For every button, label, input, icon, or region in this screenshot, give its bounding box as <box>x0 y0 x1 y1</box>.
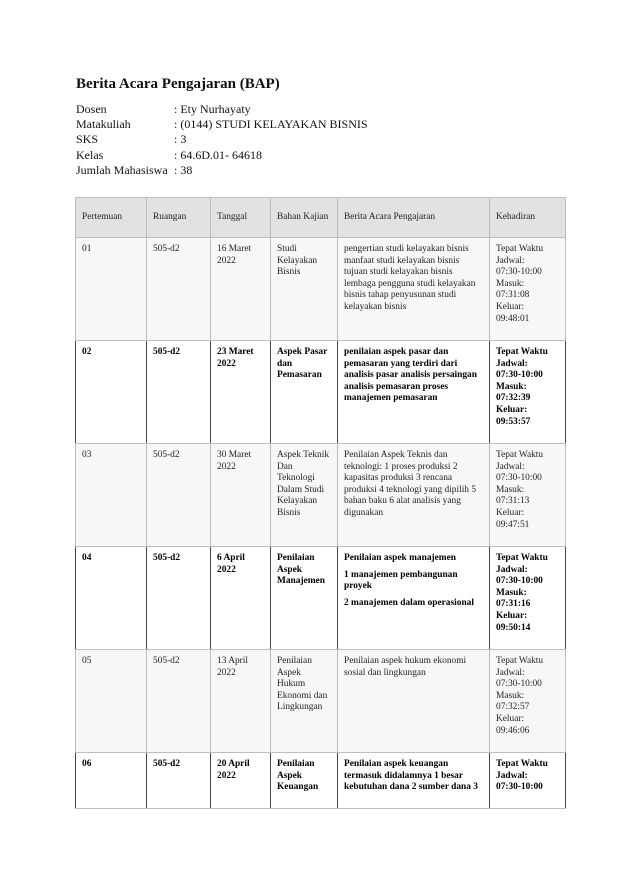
kehadiran-line: 09:48:01 <box>496 313 530 324</box>
kehadiran-line: Keluar: <box>496 301 525 312</box>
meta-value: : (0144) STUDI KELAYAKAN BISNIS <box>174 117 368 132</box>
cell-berita-acara <box>338 238 490 341</box>
cell-kehadiran <box>490 650 566 753</box>
kehadiran-line: Tepat Waktu <box>496 244 544 254</box>
cell-ruangan: 505-d2 <box>147 444 211 547</box>
cell-pertemuan: 03 <box>76 444 147 547</box>
kehadiran-line: Tepat Waktu <box>496 347 548 357</box>
cell-kehadiran <box>490 753 566 809</box>
cell-ruangan: 505-d2 <box>147 753 211 809</box>
kehadiran-line: 07:30-10:00 <box>496 267 542 278</box>
cell-pertemuan: 06 <box>76 753 147 809</box>
kehadiran-line: Jadwal: <box>496 358 528 369</box>
kehadiran-line: 07:30-10:00 <box>496 679 542 690</box>
kehadiran-line: 07:30-10:00 <box>496 782 543 793</box>
header-berita-acara: Berita Acara Pengajaran <box>338 198 490 238</box>
berita-paragraph: pengertian studi kelayakan bisnis manfaat studi kelayakan bisnis tujuan studi kelayakan bisnis lembaga pengguna studi kelayakan bisnis tahap penyusunan studi kelayakan bisnis <box>344 244 476 312</box>
bap-table <box>75 197 566 809</box>
kehadiran-line: 07:30-10:00 <box>496 370 543 381</box>
kehadiran-line: 09:47:51 <box>496 519 530 530</box>
cell-ruangan: 505-d2 <box>147 341 211 444</box>
meta-row-sks <box>76 132 368 147</box>
header-bahan-kajian: Bahan Kajian <box>271 198 338 238</box>
kehadiran-line: Jadwal: <box>496 667 525 678</box>
berita-paragraph: Penilaian aspek keuangan termasuk didalamnya 1 besar kebutuhan dana 2 sumber dana 3 <box>344 759 478 793</box>
kehadiran-line: 09:46:06 <box>496 725 530 736</box>
kehadiran-line: 09:50:14 <box>496 622 531 633</box>
meta-row-matakuliah <box>76 117 368 132</box>
kehadiran-line: Masuk: <box>496 690 525 701</box>
kehadiran-line: 09:53:57 <box>496 416 531 427</box>
cell-kehadiran <box>490 444 566 547</box>
header-kehadiran: Kehadiran <box>490 198 566 238</box>
kehadiran-line: Keluar: <box>496 507 525 518</box>
cell-bahan-kajian: Studi Kelayakan Bisnis <box>271 238 338 341</box>
cell-berita-acara <box>338 341 490 444</box>
cell-pertemuan: 05 <box>76 650 147 753</box>
cell-tanggal: 13 April 2022 <box>211 650 271 753</box>
cell-kehadiran <box>490 547 566 650</box>
cell-bahan-kajian: Penilaian Aspek Keuangan <box>271 753 338 809</box>
berita-paragraph: 2 manajemen dalam operasional <box>344 597 474 608</box>
kehadiran-line: Tepat Waktu <box>496 553 548 563</box>
kehadiran-line: Keluar: <box>496 610 528 621</box>
kehadiran-line: Jadwal: <box>496 770 528 781</box>
cell-bahan-kajian: Aspek Pasar dan Pemasaran <box>271 341 338 444</box>
cell-pertemuan: 04 <box>76 547 147 650</box>
kehadiran-line: Keluar: <box>496 713 525 724</box>
cell-tanggal: 23 Maret 2022 <box>211 341 271 444</box>
table-body <box>76 238 566 809</box>
kehadiran-line: 07:31:13 <box>496 496 530 507</box>
kehadiran-line: Jadwal: <box>496 564 528 575</box>
berita-paragraph: 1 manajemen pembangunan proyek <box>344 569 458 592</box>
kehadiran-line: Jadwal: <box>496 461 525 472</box>
cell-tanggal: 20 April 2022 <box>211 753 271 809</box>
kehadiran-line: Jadwal: <box>496 255 525 266</box>
table-row <box>76 650 566 753</box>
cell-tanggal: 30 Maret 2022 <box>211 444 271 547</box>
cell-ruangan: 505-d2 <box>147 650 211 753</box>
kehadiran-line: 07:32:39 <box>496 393 531 404</box>
kehadiran-line: Tepat Waktu <box>496 759 548 769</box>
header-pertemuan: Pertemuan <box>76 198 147 238</box>
berita-paragraph: Penilaian aspek manajemen <box>344 553 456 563</box>
cell-berita-acara <box>338 753 490 809</box>
cell-bahan-kajian: Aspek Teknik Dan Teknologi Dalam Studi Kelayakan Bisnis <box>271 444 338 547</box>
header-tanggal: Tanggal <box>211 198 271 238</box>
meta-label: Matakuliah <box>76 117 131 132</box>
berita-paragraph: penilaian aspek pasar dan pemasaran yang terdiri dari analisis pasar analisis persaingan analisis pemasaran proses manajemen pemasaran <box>344 347 477 404</box>
berita-paragraph: Penilaian Aspek Teknis dan teknologi: 1 proses produksi 2 kapasitas produksi 3 rencana produksi 4 teknologi yang dipilih 5 bahan baku 6 alat analisis yang digunakan <box>344 450 477 518</box>
meta-label: Kelas <box>76 147 104 162</box>
table-row <box>76 547 566 650</box>
kehadiran-line: Masuk: <box>496 381 527 392</box>
cell-kehadiran <box>490 238 566 341</box>
cell-pertemuan: 02 <box>76 341 147 444</box>
berita-paragraph: Penilaian aspek hukum ekonomi sosial dan lingkungan <box>344 656 467 678</box>
document-title: Berita Acara Pengajaran (BAP) <box>76 76 280 92</box>
header-ruangan: Ruangan <box>147 198 211 238</box>
meta-value: : 3 <box>174 132 187 147</box>
cell-pertemuan: 01 <box>76 238 147 341</box>
kehadiran-line: 07:30-10:00 <box>496 576 543 587</box>
kehadiran-line: Masuk: <box>496 484 525 495</box>
table-header-row <box>76 198 566 238</box>
cell-bahan-kajian: Penilaian Aspek Hukum Ekonomi dan Lingkungan <box>271 650 338 753</box>
cell-tanggal: 6 April 2022 <box>211 547 271 650</box>
course-meta <box>76 102 368 178</box>
cell-ruangan: 505-d2 <box>147 238 211 341</box>
cell-berita-acara <box>338 547 490 650</box>
meta-value: : Ety Nurhayaty <box>174 102 251 116</box>
kehadiran-line: 07:31:16 <box>496 599 531 610</box>
cell-bahan-kajian: Penilaian Aspek Manajemen <box>271 547 338 650</box>
cell-tanggal: 16 Maret 2022 <box>211 238 271 341</box>
table-row <box>76 238 566 341</box>
meta-label: Dosen <box>76 102 107 116</box>
kehadiran-line: Tepat Waktu <box>496 450 544 460</box>
meta-label: Jumlah Mahasiswa <box>76 162 168 177</box>
kehadiran-line: Masuk: <box>496 278 525 289</box>
meta-label: SKS <box>76 132 99 147</box>
cell-ruangan: 505-d2 <box>147 547 211 650</box>
table-row <box>76 341 566 444</box>
kehadiran-line: Tepat Waktu <box>496 656 544 666</box>
kehadiran-line: 07:31:08 <box>496 290 530 301</box>
meta-row-jumlah-mahasiswa <box>76 163 368 178</box>
cell-kehadiran <box>490 341 566 444</box>
kehadiran-line: Keluar: <box>496 404 528 415</box>
meta-value: : 64.6D.01- 64618 <box>174 147 262 162</box>
meta-value: : 38 <box>174 162 193 177</box>
kehadiran-line: 07:32:57 <box>496 702 530 713</box>
table-row <box>76 444 566 547</box>
cell-berita-acara <box>338 650 490 753</box>
meta-row-dosen <box>76 102 368 117</box>
meta-row-kelas <box>76 148 368 163</box>
table-row <box>76 753 566 809</box>
kehadiran-line: Masuk: <box>496 587 527 598</box>
cell-berita-acara <box>338 444 490 547</box>
kehadiran-line: 07:30-10:00 <box>496 473 542 484</box>
